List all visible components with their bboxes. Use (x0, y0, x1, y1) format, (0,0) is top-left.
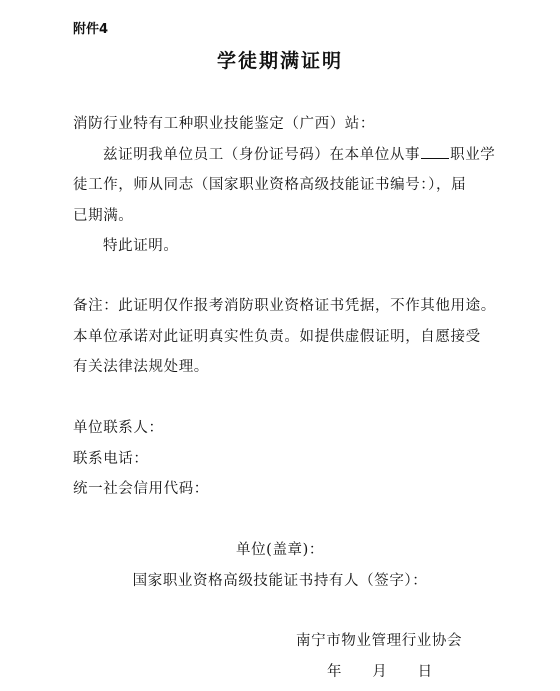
certification-text-before-blank: 兹证明我单位员工（身份证号码）在本单位从事 (103, 147, 421, 163)
page-title: 学徒期满证明 (216, 50, 343, 72)
association-name: 南宁市物业管理行业协会 (296, 633, 463, 649)
attachment-label: 附件4 (73, 22, 109, 37)
certification-paragraph-line-3: 已期满。 (73, 208, 134, 224)
date-line: 年 月 日 (327, 664, 433, 680)
occupation-blank (421, 144, 449, 159)
note-line-2: 本单位承诺对此证明真实性负责。如提供虚假证明，自愿接受 (73, 329, 481, 345)
addressee: 消防行业特有工种职业技能鉴定（广西）站： (73, 116, 375, 132)
note-line-3: 有关法律法规处理。 (73, 359, 209, 375)
contact-phone-label: 联系电话： (73, 451, 149, 467)
unit-seal-label: 单位(盖章)： (235, 542, 324, 558)
note-line-1: 备注：此证明仅作报考消防职业资格证书凭据，不作其他用途。 (73, 298, 496, 314)
certification-paragraph-line-2: 徒工作，师从同志（国家职业资格高级技能证书编号：），届 (73, 177, 467, 193)
contact-person-label: 单位联系人： (73, 420, 164, 436)
credit-code-label: 统一社会信用代码： (73, 481, 209, 497)
certificate-holder-signature-label: 国家职业资格高级技能证书持有人（签字）： (132, 573, 428, 589)
certification-text-after-blank: 职业学 (450, 147, 496, 163)
certification-paragraph-line-1 (103, 144, 495, 165)
hereby-certify: 特此证明。 (103, 238, 179, 254)
